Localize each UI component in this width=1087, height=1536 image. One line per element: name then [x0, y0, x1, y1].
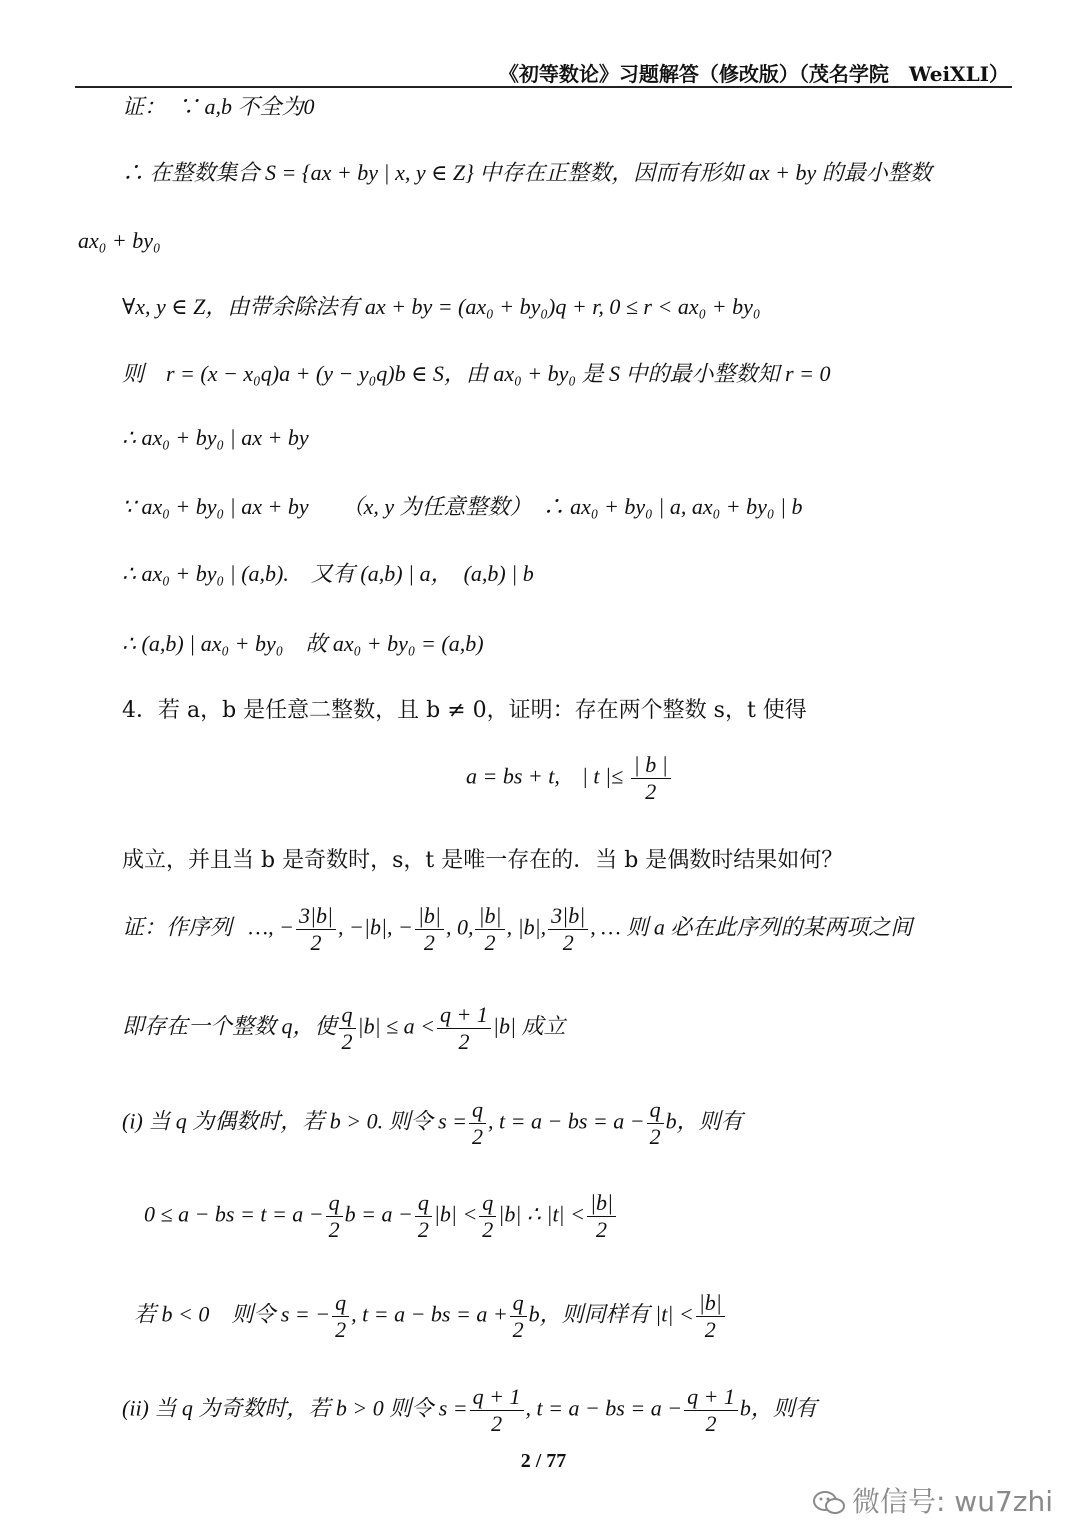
exist-q-line: 即存在一个整数 q，使 $\frac{q}{2}$ |b| ≤ a < $\frac{q + 1}{2}$ |b| 成立 — [122, 1002, 566, 1054]
case-i-line: (i) 当 q 为偶数时，若 b > 0. 则令 s = $\frac{q}{2}$ , t = a − bs = a − $\frac{q}{2}$ b，则有 — [122, 1097, 743, 1149]
proof-line-4: ∀x, y ∈ Z，由带余除法有 ax + by = (ax₀ + by₀)q + r, 0 ≤ r < ax₀ + by₀ — [122, 294, 761, 319]
proof-line-9: ∴ (a,b) | ax₀ + by₀ 故 ax₀ + by₀ = (a,b) — [122, 631, 484, 656]
sequence-line: 证：作序列 …, − $\frac{3|b|}{2}$ , −|b|, − $\frac{|b|}{2}$ , 0, $\frac{|b|}{2}$ , |b|, $\frac{3|b|}{2}$ , … 则 a 必在此序列的某两项之间 — [122, 903, 913, 955]
problem-4-statement: 4．若 a，b 是任意二整数，且 b ≠ 0，证明：存在两个整数 s，t 使得 — [122, 698, 807, 723]
proof-line-5: 则 r = (x − x₀q)a + (y − y₀q)b ∈ S，由 ax₀ + by₀ 是 S 中的最小整数知 r = 0 — [122, 361, 831, 386]
proof-line-8: ∴ ax₀ + by₀ | (a,b). 又有 (a,b) | a， (a,b) | b — [122, 561, 534, 586]
page-header: 《初等数论》习题解答（修改版）（茂名学院 WeiXLI） — [498, 62, 1009, 86]
problem-4-continuation: 成立，并且当 b 是奇数时，s，t 是唯一存在的．当 b 是偶数时结果如何？ — [122, 848, 844, 873]
proof-line-6: ∴ ax₀ + by₀ | ax + by — [122, 425, 309, 450]
proof-line-3: ax₀ + by₀ — [78, 228, 161, 253]
wechat-icon — [812, 1489, 846, 1517]
centered-formula — [466, 752, 673, 805]
proof-line-2: ∴ 在整数集合 S = {ax + by | x, y ∈ Z} 中存在正整数，因而有形如 ax + by 的最小整数 — [122, 160, 932, 185]
formula-left: a = bs + t, | t |≤ — [466, 763, 624, 789]
header-rule — [75, 86, 1012, 88]
watermark: 微信号: wu7zhi — [812, 1480, 1053, 1520]
proof-line-1: 证： ∵ a,b 不全为0 — [122, 94, 315, 119]
inequality-line: 0 ≤ a − bs = t = a − $\frac{q}{2}$ b = a − $\frac{q}{2}$ |b| < $\frac{q}{2}$ |b| ∴ |t| < $\frac{|b|}{2}$ — [144, 1190, 618, 1243]
case-ii-line: (ii) 当 q 为奇数时，若 b > 0 则令 s = $\frac{q + 1}{2}$ , t = a − bs = a − $\frac{q + 1}{2}$ b，则有 — [122, 1384, 817, 1436]
proof-line-7: ∵ ax₀ + by₀ | ax + by （x, y 为任意整数） ∴ ax₀ + by₀ | a, ax₀ + by₀ | b — [122, 494, 803, 519]
fraction-b-over-2: $\frac{| b |}{2}$ — [631, 752, 671, 805]
page-number: 2 / 77 — [520, 1450, 567, 1472]
case-negative-b-line: 若 b < 0 则令 s = − $\frac{q}{2}$ , t = a − bs = a + $\frac{q}{2}$ b，则同样有 |t| < $\frac{|b|}{2}$ — [134, 1290, 727, 1343]
